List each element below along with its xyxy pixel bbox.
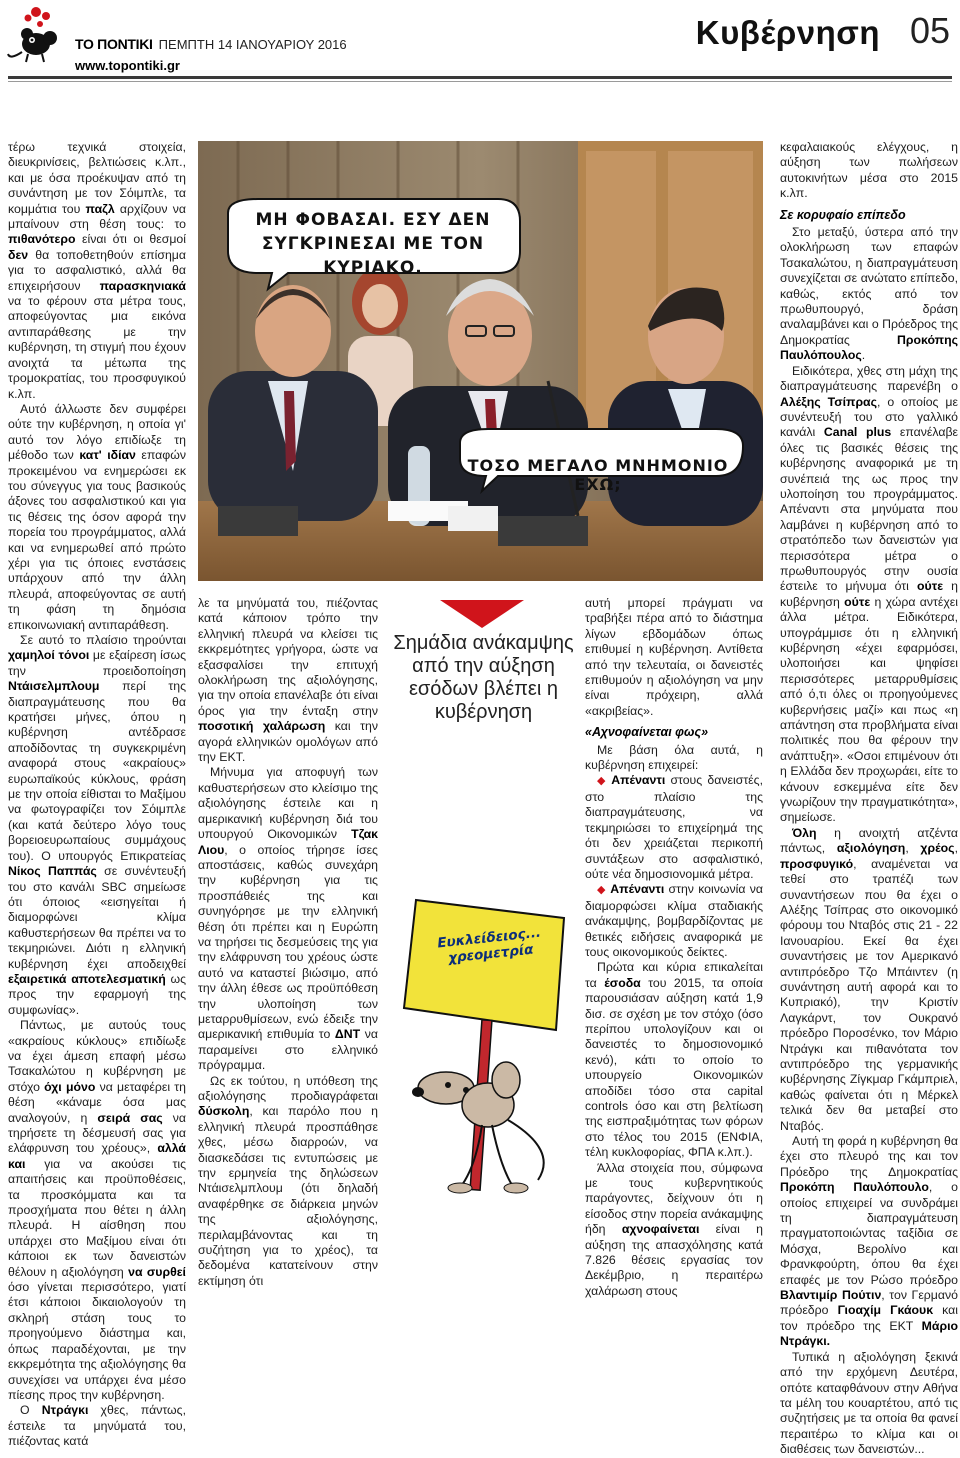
pull-quote: Σημάδια ανάκαμψης από την αύξηση εσόδων βλέπει η κυβέρνηση — [393, 632, 574, 723]
article-column-5: κεφαλαιακούς ελέγχους, η αύξηση των πωλήσεων αυτοκινήτων μέσα στο 2015 κ.λπ. Σε κορυφαίο επίπεδο Στο μεταξύ, ύστερα από την ολοκλήρωση των επαφών Τσακαλώτου, η διαπραγμάτευση συνεχίζεται σε ανώτατο επίπεδο, καθώς, εκτός από τον πρωθυπουργό, δράση αναλαμβάνει και ο Πρόεδρος της Δημοκρατίας Προκόπης Παυλόπουλος. Ειδικότερα, χθες στη μάχη της διαπραγμάτευσης παρενέβη ο Αλέξης Τσίπρας, ο οποίος με συνέντευξή του στο γαλλικό κανάλι Canal plus επανέλαβε όλες τις βασικές θέσεις της κυβέρνησης αναφορικά με τη συνέπειά της ως προς την υλοποίηση του προγράμματος. Απέναντι στα μηνύματα που λαμβάνει η κυβέρνηση από το στρατόπεδο των δανειστών για περισσότερα μέτρα ο πρωθυπουργός στην ουσία έστειλε το μήνυμα ότι ούτε η κυβέρνηση ούτε η χώρα αντέχει άλλα μέτρα. Ειδικότερα, υπογράμμισε ότι η ελληνική κυβέρνηση «έχει εφαρμόσει, υλοποιήσει και ψηφίσει περισσότερες μεταρρυθμίσεις από ό,τι όλες οι προηγούμενες κυβερνήσεις μαζί» και πως «η απάντηση στα προβλήματα είναι πολιτικές που θα φέρουν την ανάπτυξη». «Οσοι επιμένουν ότι η Ελλάδα δεν προχωράει, είτε το κάνουν εσκεμμένα είτε δεν γνωρίζουν την πραγματικότητα», σημείωσε. Όλη η ανοιχτή ατζέντα πάντως, αξιολόγηση, χρέος, προσφυγικό, αναμένεται να τεθεί στο τραπέζι των συναντήσεων που θα έχει ο Αλέξης Τσίπρας στο οικονομικό φόρουμ του Νταβός στις 21 - 22 Ιανουαρίου. Εκεί θα έχει συναντήσεις με τον Αμερικανό αντιπρόεδρο Τζο Μπάιντεν (η συνάντηση αυτή αφορά και το Κυπριακό), την Κριστίν Λαγκάρντ, τον Ουκρανό πρόεδρο Ποροσένκο, τον Μάριο Ντράγκι και πιθανότατα τον αντιπρόεδρο της γερμανικής κυβέρνησης Ζίγκμαρ Γκάμπριελ, καθώς φαίνεται ότι η Μέρκελ τελικά δεν θα μεταβεί στο Νταβός. Αυτή τη φορά η κυβέρνηση θα έχει στο πλευρό της και τον Πρόεδρο της Δημοκρατίας Προκόπη Παυλόπουλο, ο οποίος επιχειρεί να συνδράμει τη διαπραγμάτευση πραγματοποιώντας ταξίδια σε Μόσχα, Βερολίνο και Φρανκφούρτη, όπου θα έχει επαφές με τον Ρώσο πρόεδρο Βλαντιμίρ Πούτιν, τον Γερμανό πρόεδρο Γιοαχίμ Γκάουκ και τον πρόεδρο της ΕΚΤ Μάριο Ντράγκι. Τυπικά η αξιολόγηση ξεκινά από την ερχόμενη Δευτέρα, οπότε καταφθάνουν στην Αθήνα τα μέλη του κουαρτέτου, από τις συζητήσεις με τα οποία θα φανεί περαιτέρω το κλίμα και οι διαθέσεις των δανειστών... — [780, 140, 958, 1457]
mouse-with-sign-icon — [388, 880, 584, 1198]
article-column-2: λε τα μηνύματά του, πιέζοντας κατά κάποιον τρόπο την ελληνική πλευρά να κλείσει τις εκκρεμότητες γρήγορα, ώστε να εξασφαλίσει την επιτυχή ολοκλήρωση της αξιολόγησης, για την οποία επανέλαβε ότι είναι όρος για την ένταξη στην ποσοτική χαλάρωση και την αγορά ελληνικών ομολόγων από την ΕΚΤ. Μήνυμα για αποφυγή των καθυστερήσεων στο κλείσιμο της αξιολόγησης έστειλε και η αμερικανική κυβέρνηση διά του υπουργού Οικονομικών Τζακ Λιου, ο οποίος τήρησε ίσες αποστάσεις, καθώς συνεχάρη την κυβέρνηση για τις προσπάθειές της και συνηγόρησε με την ελληνική θέση ότι πρέπει και η Ευρώπη να τηρήσει τις δεσμεύσεις της για την ελάφρυνση του χρέους ώστε αυτό να καταστεί βιώσιμο, από την άλλη έθεσε ως προϋπόθεση την υλοποίηση των μεταρρυθμίσεων, ενώ έδειξε την αμερικανική επιθυμία το ΔΝΤ να παραμείνει στο ελληνικό πρόγραμμα. Ως εκ τούτου, η υπόθεση της αξιολόγησης προδιαγράφεται δύσκολη, και παρόλο που η ελληνική πλευρά προσπάθησε χθες, μέσω διαρροών, να διασκεδάσει τις εντυπώσεις με την ερμηνεία της δηλώσεων Ντάισελμπλουμ (ότι δηλαδή αναφέρθηκε σε διάρκεια μηνών της αξιολόγησης, περιλαμβάνοντας και τη συζήτηση για το χρέος), τα δεδομένα κατατείνουν στην εκτίμηση ότι — [198, 596, 378, 1288]
diamond-bullet-icon: ◆ — [597, 775, 608, 788]
speech-bubble-bottom — [458, 440, 738, 496]
sign-text: Ευκλείδειος... χρεομετρία — [436, 924, 542, 967]
article-column-4: αυτή μπορεί πράγματι να τραβήξει πέρα από το διάστημα λίγων εβδομάδων όπως επιθυμεί η κυβέρνηση. Αντίθετα από την τελευταία, οι δανειστές επιθυμούν η αξιολόγηση να μην είναι πρόχειρη, αλλά «ακριβείας». «Αχνοφαίνεται φως» Με βάση όλα αυτά, η κυβέρνηση επιχειρεί: ◆ Απέναντι στους δανειστές, στο πλαίσιο της διαπραγμάτευσης, να τεκμηριώσει το επιχείρημά της ότι δεν χρειάζεται περικοπή συντάξεων στο ασφαλιστικό, ούτε νέα δημοσιονομικά μέτρα. ◆ Απέναντι στην κοινωνία να διαμορφώσει κλίμα σταδιακής ανάκαμψης, βομβαρδίζοντας με θετικές ειδήσεις αναφορικά με τους οικονομικούς δείκτες. Πρώτα και κύρια επικαλείται τα έσοδα του 2015, τα οποία παρουσιάσαν αύξηση κατά 1,9 δισ. σε σχέση με τον στόχο (όσο περίπου υπολογίζουν και οι δανειστές το δημοσιονομικό κενό), κάτι το οποίο το υπουργείο Οικονομικών αποδίδει τόσο στα capital controls όσο και στη βελτίωση της εισπραξιμότητας των φόρων στο τέλος του 2015 (ΕΝΦΙΑ, τέλη κυκλοφορίας, ΦΠΑ κ.λπ.). Άλλα στοιχεία που, σύμφωνα με τους κυβερνητικούς παράγοντες, δείχνουν ότι η είσοδος στην πορεία ανάκαμψης ήδη αχνοφαίνεται είναι η αύξηση της απασχόλησης κατά 7.826 θέσεις εργασίας τον Δεκέμβριο, η περαιτέρω χαλάρωση στους — [585, 596, 763, 1298]
header-divider-thin — [8, 81, 952, 82]
mouse-logo-icon — [6, 4, 72, 70]
speech-bubble-top-text: ΜΗ ΦΟΒΑΣΑΙ. ΕΣΥ ΔΕΝ ΣΥΓΚΡΙΝΕΣΑΙ ΜΕ ΤΟΝ ΚΥΡΙΑΚΟ. — [255, 210, 491, 278]
masthead — [75, 36, 347, 52]
article-column-1: τέρω τεχνικά στοιχεία, διευκρινίσεις, βελτιώσεις κ.λπ., και με όσα προέκυψαν από τη συνάντηση με τον Σόιμπλε, τα κομμάτια του παζλ αρχίζουν να μπαίνουν στη θέση τους: το πιθανότερο είναι ότι οι θεσμοί δεν θα τοποθετηθούν επίσημα για το ασφαλιστικό, αλλά θα επιχειρήσουν παρασκηνιακά να το φέρουν στα μέτρα τους, αποφεύγοντας μια εικόνα αντιπαράθεσης με την κυβέρνηση, τη στιγμή που έχουν ανοιχτά τα μέτωπα της τρομοκρατίας, του προσφυγικού κ.λπ. Αυτό άλλωστε δεν συμφέρει ούτε την κυβέρνηση, η οποία γι' αυτό τον λόγο επιδίωξε τη μέθοδο των κατ' ιδίαν επαφών προκειμένου να ενημερώσει εκ του σύνεγγυς για τους βασικούς άξονες του ασφαλιστικού και για τις θέσεις της όσον αφορά την πορεία του προγράμματος, αλλά και να ενημερωθεί από πρώτο χέρι για τις όποιες ενστάσεις υπάρχουν από την άλλη πλευρά, αποφεύγοντας σε αυτή τη φάση τη δημόσια επικοινωνιακή αντιπαράθεση. Σε αυτό το πλαίσιο τηρούνται χαμηλοί τόνοι με εξαίρεση ίσως την προειδοποίηση Ντάισελμπλουμ περί της διαπραγμάτευσης που θα κρατήσει μήνες, όπου η κυβέρνηση αντέδρασε αποδίδοντας τη συγκεκριμένη αναφορά στους «ακραίους» ευρωπαϊκούς κύκλους, φράση με την οποία είθισται το Μαξίμου να φωτογραφίζει τον Σόιμπλε (και κατά δεύτερο λόγο τους βορειοευρωπαίους συμμάχους του). Ο υπουργός Επικρατείας Νίκος Παππάς σε συνέντευξή του στο κανάλι SBC σημείωσε ότι όποιος «εισηγείται ή διαμορφώνει κλίμα καθυστερήσεων θα πρέπει να το τεκμηριώνει. Διότι η ελληνική κυβέρνηση έχει αποδειχθεί εξαιρετικά αποτελεσματική ως προς την εφαρμογή της συμφωνίας». Πάντως, με αυτούς τους «ακραίους κύκλους» επιδίωξε να έχει άμεση επαφή μέσω Τσακαλώτου η κυβέρνηση με στόχο όχι μόνο να μεταφέρει τη θέση «κάναμε όσα μας αναλογούν, η σειρά σας να τηρήσετε τη δέσμευσή σας για ελάφρυνση του χρέους», αλλά και για να ακούσει τις απαιτήσεις και προϋποθέσεις, τα προσκόμματα και τα προσχήματα που θέτει η άλλη πλευρά. Η αίσθηση που υπάρχει στο Μαξίμου είναι ότι κάποιοι εκ των δανειστών θέλουν η αξιολόγηση να συρθεί όσο γίνεται περισσότερο, γιατί έτσι κάποιοι δικαιολογούν τη σκληρή στάση τους το προηγούμενο διάστημα και, όπως παραδέχονται, με την εκκρεμότητα της αξιολόγησης θα συνεχίσει να υπάρχει ένα μέσο πίεσης προς την κυβέρνηση. Ο Ντράγκι χθες, πάντως, έστειλε τα μηνύματά του, πιέζοντας κατά — [8, 140, 187, 1449]
diamond-bullet-icon: ◆ — [597, 884, 607, 897]
header-divider — [8, 76, 952, 79]
speech-bubble-bottom-text: ΤΟΣΟ ΜΕΓΑΛΟ ΜΝΗΜΟΝΙΟ ΕΧΩ; — [467, 456, 729, 494]
subheading-top-level: Σε κορυφαίο επίπεδο — [780, 207, 906, 222]
page-number: 05 — [909, 10, 950, 51]
speech-bubble-top — [228, 200, 518, 278]
section-title: Κυβέρνηση — [695, 14, 880, 51]
website-link[interactable]: www.topontiki.gr — [75, 58, 180, 73]
pullquote-arrow-icon — [440, 600, 524, 628]
brand-name: ΤΟ ΠΟΝΤΙΚΙ — [75, 36, 153, 52]
issue-date: ΠΕΜΠΤΗ 14 ΙΑΝΟΥΑΡΙΟΥ 2016 — [158, 37, 347, 52]
subheading-light: «Αχνοφαίνεται φως» — [585, 725, 709, 740]
